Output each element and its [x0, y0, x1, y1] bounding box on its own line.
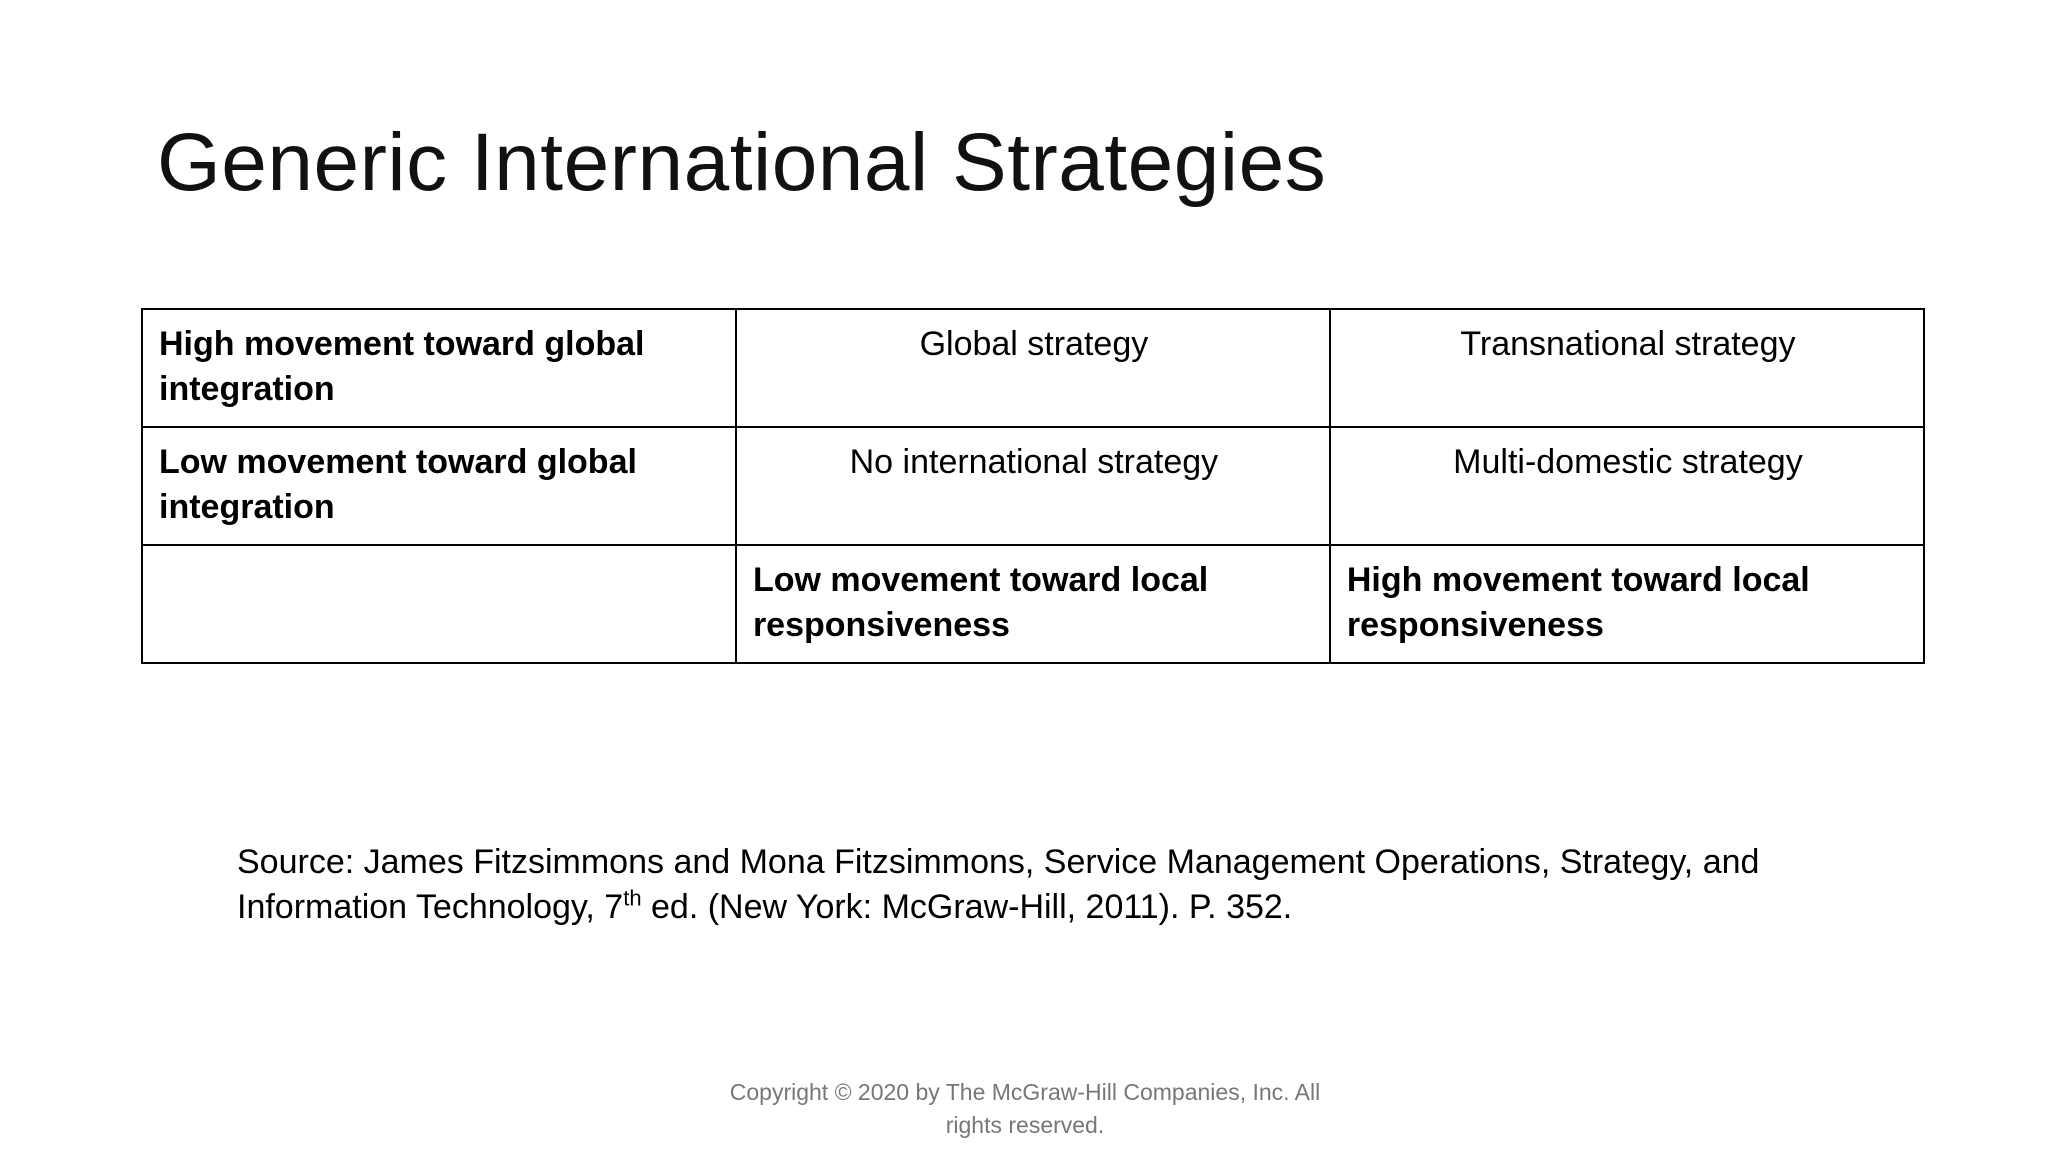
row-header-low-global-integration: Low movement toward global integration	[142, 427, 736, 545]
strategy-matrix-table	[141, 308, 1925, 664]
column-header-low-local-responsiveness: Low movement toward local responsiveness	[736, 545, 1330, 663]
table-row	[142, 309, 1924, 427]
source-citation	[237, 840, 1857, 930]
cell-multi-domestic-strategy: Multi-domestic strategy	[1330, 427, 1924, 545]
source-text-end: ed. (New York: McGraw-Hill, 2011). P. 352.	[641, 888, 1293, 926]
cell-global-strategy: Global strategy	[736, 309, 1330, 427]
source-superscript: th	[623, 885, 642, 911]
copyright-footer: Copyright © 2020 by The McGraw-Hill Companies, Inc. All rights reserved.	[729, 1079, 1321, 1138]
source-text: Source: James Fitzsimmons and Mona Fitzsimmons, Service Management Operations, Strategy, and Information Technology, 7	[237, 843, 1760, 926]
table-row	[142, 427, 1924, 545]
column-header-high-local-responsiveness: High movement toward local responsiveness	[1330, 545, 1924, 663]
cell-no-international-strategy: No international strategy	[736, 427, 1330, 545]
empty-corner-cell	[142, 545, 736, 663]
row-header-high-global-integration: High movement toward global integration	[142, 309, 736, 427]
table-row	[142, 545, 1924, 663]
cell-transnational-strategy: Transnational strategy	[1330, 309, 1924, 427]
slide-title: Generic International Strategies	[157, 117, 1327, 208]
